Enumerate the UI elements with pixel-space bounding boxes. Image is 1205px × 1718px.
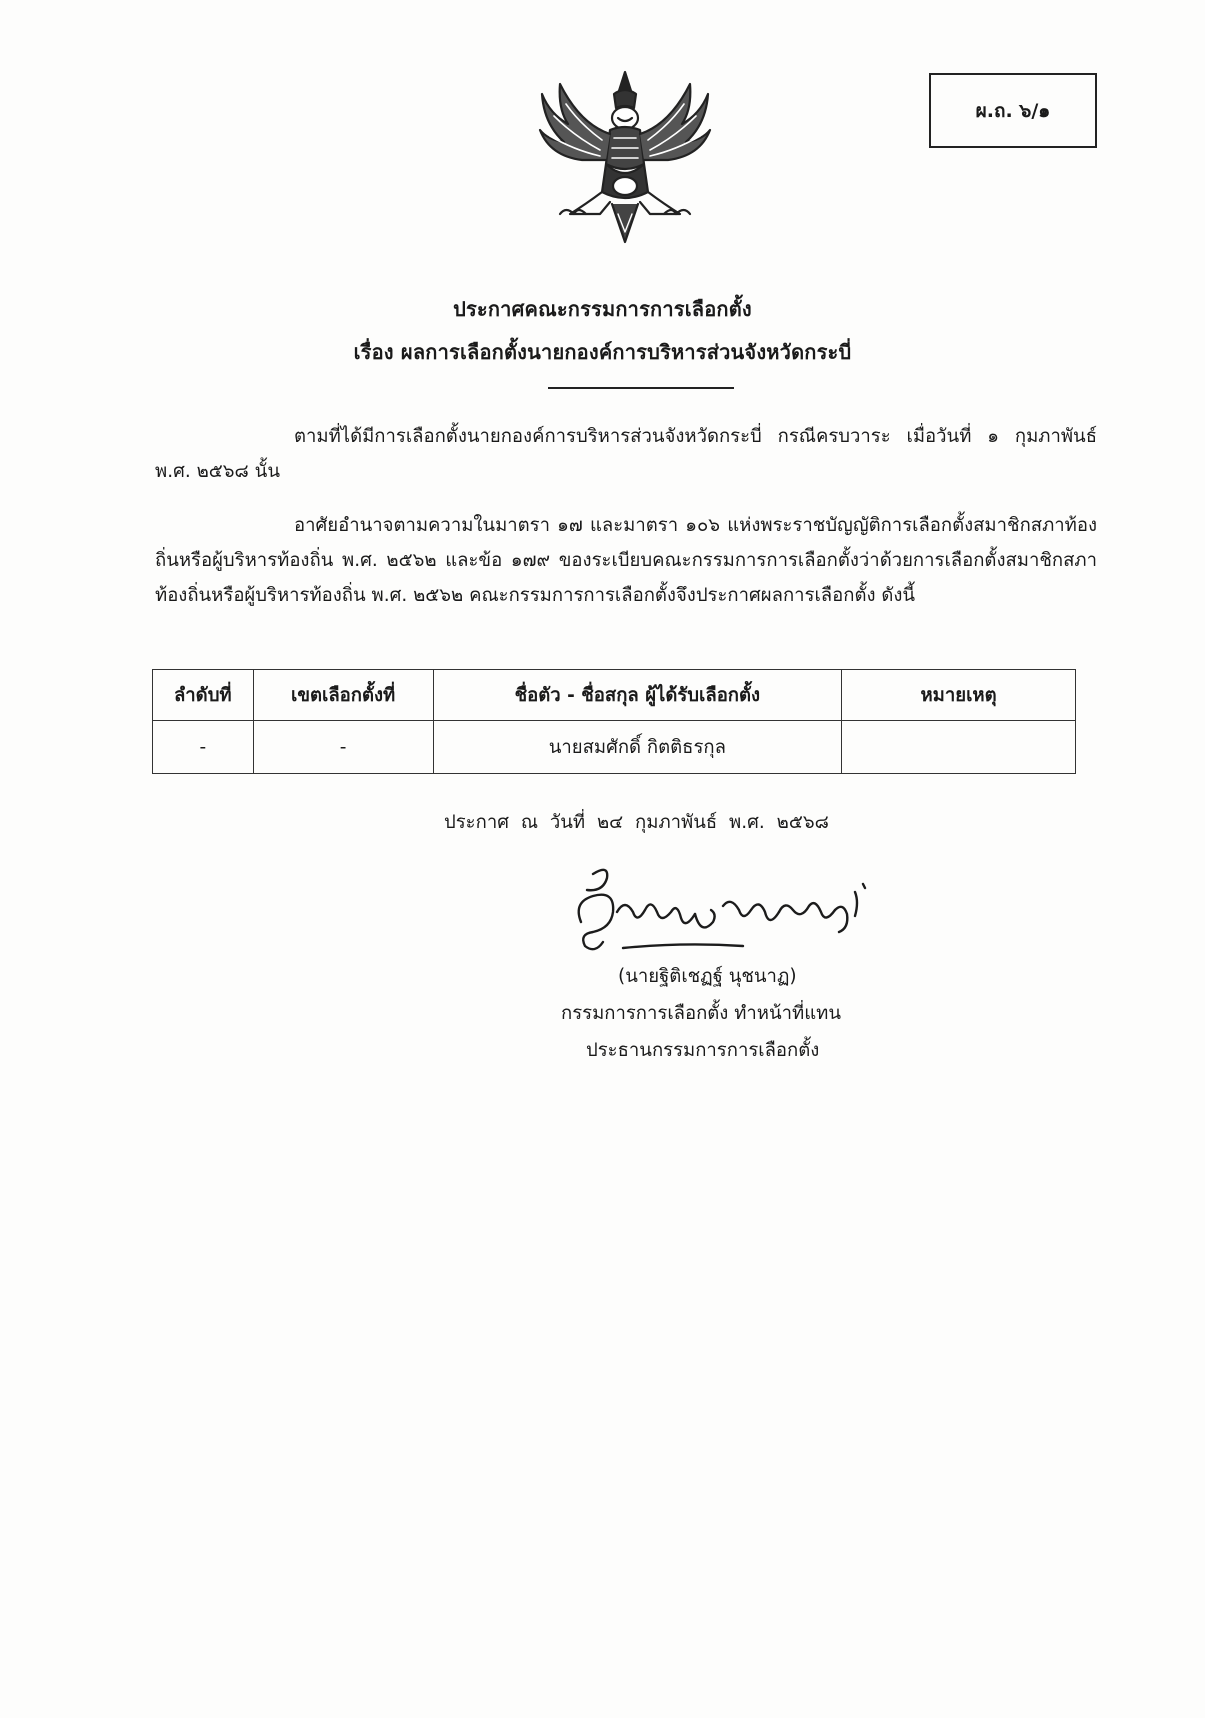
header-order: ลำดับที่ — [153, 670, 254, 721]
header-name: ชื่อตัว - ชื่อสกุล ผู้ได้รับเลือกตั้ง — [433, 670, 841, 721]
form-code-box — [929, 73, 1097, 148]
signer-role-1: กรรมการการเลือกตั้ง ทำหน้าที่แทน — [561, 1003, 841, 1024]
body-paragraph-1: ตามที่ได้มีการเลือกตั้งนายกองค์การบริหารส่วนจังหวัดกระบี่ กรณีครบวาระ เมื่อวันที่ ๑ กุมภาพันธ์ พ.ศ. ๒๕๖๘ นั้น — [155, 426, 1097, 482]
cell-order: - — [153, 721, 254, 774]
announcement-subject: เรื่อง ผลการเลือกตั้งนายกองค์การบริหารส่วนจังหวัดกระบี่ — [353, 340, 852, 364]
signer-role-2: ประธานกรรมการการเลือกตั้ง — [586, 1040, 820, 1061]
title-divider — [548, 387, 734, 389]
header-district: เขตเลือกตั้งที่ — [253, 670, 433, 721]
cell-district: - — [253, 721, 433, 774]
election-results-table — [152, 669, 1076, 774]
cell-note — [842, 721, 1076, 774]
table-row — [153, 721, 1076, 774]
signer-name: (นายฐิติเชฏฐ์ นุชนาฏ) — [618, 966, 797, 987]
garuda-emblem-icon — [530, 64, 720, 254]
announcement-heading: ประกาศคณะกรรมการการเลือกตั้ง — [453, 297, 752, 321]
form-code: ผ.ถ. ๖/๑ — [975, 99, 1051, 122]
header-note: หมายเหตุ — [842, 670, 1076, 721]
cell-name: นายสมศักดิ์ กิตติธรกุล — [433, 721, 841, 774]
handwritten-signature — [563, 862, 883, 960]
announcement-date: ประกาศ ณ วันที่ ๒๔ กุมภาพันธ์ พ.ศ. ๒๕๖๘ — [444, 812, 829, 833]
body-paragraph-2: อาศัยอำนาจตามความในมาตรา ๑๗ และมาตรา ๑๐๖ แห่งพระราชบัญญัติการเลือกตั้งสมาชิกสภาท้องถิ่นหรือผู้บริหารท้องถิ่น พ.ศ. ๒๕๖๒ และข้อ ๑๗๙ ของระเบียบคณะกรรมการการเลือกตั้งว่าด้วยการเลือกตั้งสมาชิกสภาท้องถิ่นหรือผู้บริหารท้องถิ่น พ.ศ. ๒๕๖๒ คณะกรรมการการเลือกตั้งจึงประกาศผลการเลือกตั้ง ดังนี้ — [155, 515, 1097, 606]
table-header-row — [153, 670, 1076, 721]
